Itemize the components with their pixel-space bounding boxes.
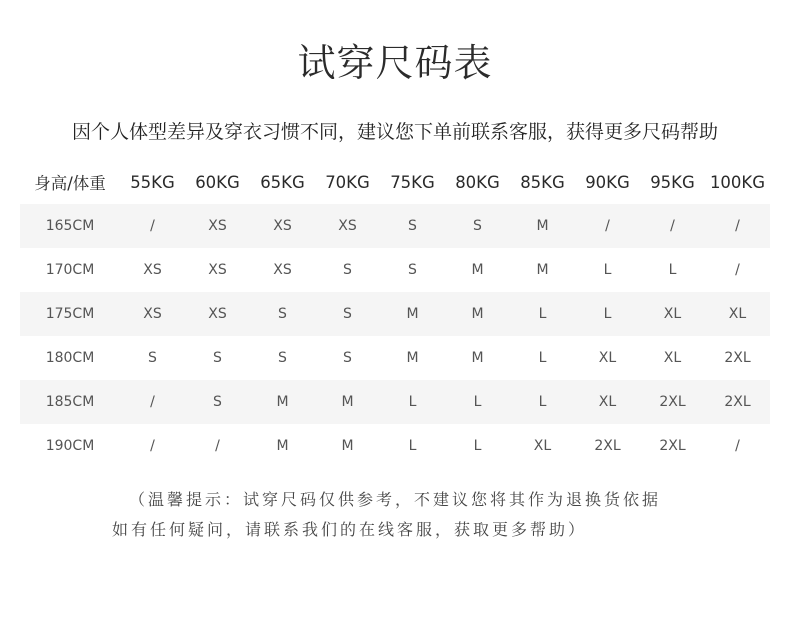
size-cell: XL (640, 292, 705, 336)
size-cell: M (380, 292, 445, 336)
size-cell: S (380, 204, 445, 248)
size-cell: XL (705, 292, 770, 336)
size-cell: L (408, 438, 417, 454)
height-cell: 190CM (45, 438, 95, 454)
page-title: 试穿尺码表 (297, 41, 493, 85)
size-cell: L (445, 380, 510, 424)
size-cell: S (278, 350, 287, 366)
size-cell: S (408, 262, 417, 278)
weight-header: 85KG (520, 172, 565, 192)
size-cell: XL (575, 380, 640, 424)
size-cell: / (120, 204, 185, 248)
size-cell: L (668, 262, 677, 278)
size-cell: 2XL (724, 350, 751, 366)
size-cell: XL (533, 438, 552, 454)
size-cell: S (185, 380, 250, 424)
size-cell: XS (315, 204, 380, 248)
size-cell: M (341, 438, 354, 454)
size-cell: / (640, 204, 705, 248)
size-cell: / (120, 380, 185, 424)
table-row (20, 424, 770, 468)
size-cell: S (315, 292, 380, 336)
size-cell: XS (143, 262, 162, 278)
weight-header: 70KG (325, 172, 370, 192)
tip-note-line-2: 如有任何疑问，请联系我们的在线客服，获取更多帮助） (112, 520, 588, 539)
size-cell: XS (250, 204, 315, 248)
size-cell: L (603, 262, 612, 278)
size-cell: 2XL (640, 380, 705, 424)
table-row (20, 292, 770, 336)
weight-header: 90KG (585, 172, 630, 192)
size-cell: / (705, 204, 770, 248)
size-cell: / (735, 262, 740, 278)
size-cell: M (471, 262, 484, 278)
weight-header: 80KG (455, 172, 500, 192)
size-cell: / (150, 438, 155, 454)
size-cell: L (538, 350, 547, 366)
size-cell: XL (598, 350, 617, 366)
height-cell: 170CM (45, 262, 95, 278)
size-cell: XS (185, 292, 250, 336)
size-cell: M (250, 380, 315, 424)
table-row (20, 204, 770, 248)
size-cell: M (536, 262, 549, 278)
size-cell: L (510, 292, 575, 336)
height-cell: 180CM (45, 350, 95, 366)
size-cell: M (406, 350, 419, 366)
weight-header: 75KG (390, 172, 435, 192)
height-cell: 165CM (20, 204, 120, 248)
table-row (20, 336, 770, 380)
weight-header: 65KG (260, 172, 305, 192)
size-cell: L (510, 380, 575, 424)
size-cell: M (276, 438, 289, 454)
height-cell: 185CM (20, 380, 120, 424)
size-cell: XL (663, 350, 682, 366)
table-corner-header: 身高/体重 (34, 174, 106, 193)
table-row (20, 380, 770, 424)
size-cell: S (343, 262, 352, 278)
size-cell: M (315, 380, 380, 424)
size-cell: L (380, 380, 445, 424)
size-cell: / (735, 438, 740, 454)
size-cell: M (445, 292, 510, 336)
height-cell: 175CM (20, 292, 120, 336)
size-cell: / (215, 438, 220, 454)
size-chart-table (20, 160, 770, 468)
size-cell: 2XL (594, 438, 621, 454)
table-header-row (20, 160, 770, 204)
size-cell: L (473, 438, 482, 454)
size-cell: L (575, 292, 640, 336)
weight-header: 95KG (650, 172, 695, 192)
weight-header: 100KG (709, 172, 766, 192)
size-cell: S (213, 350, 222, 366)
size-cell: XS (185, 204, 250, 248)
size-cell: 2XL (659, 438, 686, 454)
size-cell: XS (273, 262, 292, 278)
size-cell: S (343, 350, 352, 366)
page-subtitle: 因个人体型差异及穿衣习惯不同，建议您下单前联系客服，获得更多尺码帮助 (71, 121, 718, 143)
size-cell: S (250, 292, 315, 336)
size-cell: XS (208, 262, 227, 278)
size-cell: M (510, 204, 575, 248)
size-cell: 2XL (705, 380, 770, 424)
size-cell: S (445, 204, 510, 248)
size-cell: XS (120, 292, 185, 336)
tip-note-line-1: （温馨提示：试穿尺码仅供参考，不建议您将其作为退换货依据 (128, 490, 661, 509)
size-cell: M (471, 350, 484, 366)
weight-header: 60KG (195, 172, 240, 192)
table-row (20, 248, 770, 292)
weight-header: 55KG (130, 172, 175, 192)
size-cell: / (575, 204, 640, 248)
size-cell: S (148, 350, 157, 366)
